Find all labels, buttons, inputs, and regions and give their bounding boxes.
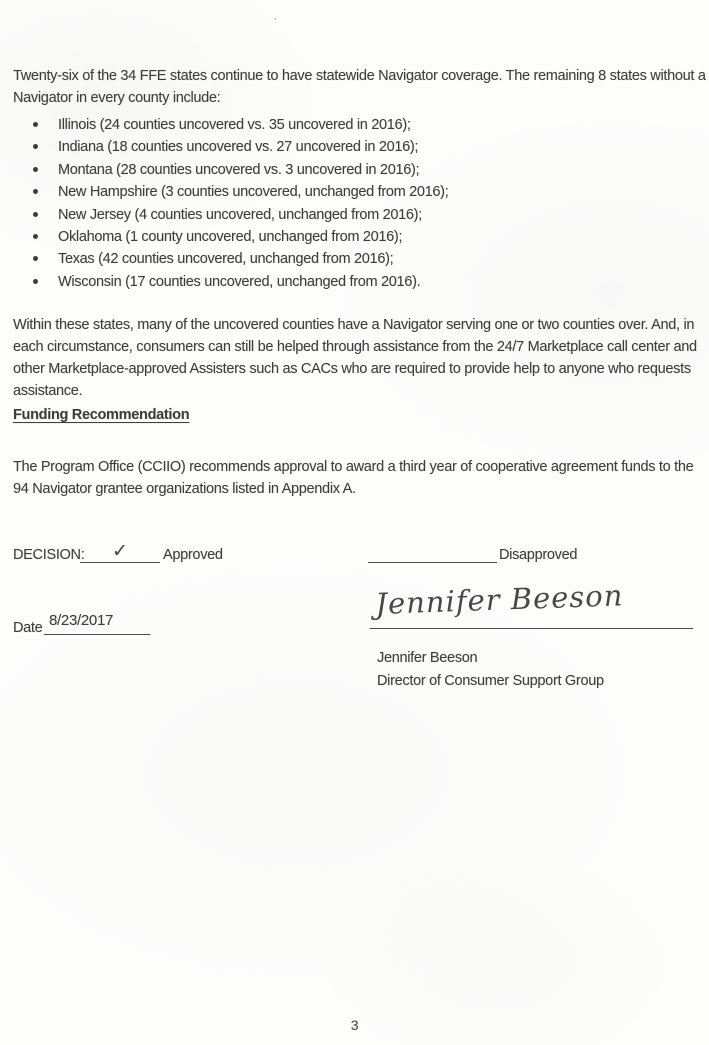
page-number: 3 bbox=[350, 1017, 359, 1033]
bullet-icon bbox=[33, 234, 38, 239]
bullet-icon bbox=[33, 122, 38, 127]
disapproved-label: Disapproved bbox=[499, 547, 578, 563]
bullet-icon bbox=[33, 189, 38, 194]
signee-name: Jennifer Beeson bbox=[377, 650, 478, 666]
list-item-text: Indiana (18 counties uncovered vs. 27 uncovered in 2016); bbox=[58, 139, 419, 156]
bullet-icon bbox=[33, 279, 38, 284]
followup-paragraph: Within these states, many of the uncovered counties have a Navigator serving one or two counties over. And, in each circumstance, consumers can still be helped through assistance from the 24/7 Marketplace call center and other Marketplace-approved Assisters such as CACs who are required to provide help to anyone who requests assistance. bbox=[13, 316, 697, 400]
approved-label: Approved bbox=[163, 547, 223, 563]
scan-speck-mark: ’ bbox=[272, 16, 277, 28]
state-coverage-list bbox=[0, 114, 700, 293]
list-item bbox=[0, 226, 700, 248]
list-item-text: Oklahoma (1 county uncovered, unchanged from 2016); bbox=[58, 229, 403, 246]
signee-title: Director of Consumer Support Group bbox=[377, 673, 604, 689]
list-item-text: New Jersey (4 counties uncovered, unchanged from 2016); bbox=[58, 206, 422, 223]
date-row bbox=[13, 608, 363, 642]
bullet-icon bbox=[33, 144, 38, 149]
bullet-icon bbox=[33, 167, 38, 172]
bullet-icon bbox=[33, 256, 38, 261]
decision-row bbox=[13, 538, 703, 578]
date-blank-line bbox=[44, 610, 150, 635]
list-item-text: Illinois (24 counties uncovered vs. 35 uncovered in 2016); bbox=[58, 117, 411, 133]
list-item bbox=[0, 271, 700, 293]
bullet-icon bbox=[33, 212, 38, 217]
list-item-text: Montana (28 counties uncovered vs. 3 uncovered in 2016); bbox=[58, 161, 420, 178]
checkmark-icon: ✓ bbox=[112, 541, 128, 562]
list-item bbox=[0, 114, 700, 136]
disapproved-blank-line bbox=[368, 540, 497, 563]
list-item bbox=[0, 204, 700, 226]
list-item-text: Texas (42 counties uncovered, unchanged from 2016); bbox=[58, 251, 394, 268]
list-item-text: New Hampshire (3 counties uncovered, unchanged from 2016); bbox=[58, 184, 449, 201]
list-item bbox=[0, 181, 700, 203]
date-label: Date bbox=[13, 620, 43, 636]
funding-recommendation-heading: Funding Recommendation bbox=[13, 407, 190, 423]
list-item-text: Wisconsin (17 counties uncovered, unchanged from 2016). bbox=[58, 273, 421, 290]
approved-blank-line bbox=[80, 540, 160, 563]
intro-paragraph: Twenty-six of the 34 FFE states continue to have statewide Navigator coverage. The remaining 8 states without a Navigator in every county include: bbox=[13, 67, 706, 106]
decision-label: DECISION: bbox=[13, 547, 85, 563]
list-item bbox=[0, 248, 700, 270]
funding-paragraph: The Program Office (CCIIO) recommends approval to award a third year of cooperative agreement funds to the 94 Navigator grantee organizations listed in Appendix A. bbox=[13, 458, 694, 497]
list-item bbox=[0, 159, 700, 181]
list-item bbox=[0, 136, 700, 158]
date-value: 8/23/2017 bbox=[49, 612, 114, 629]
handwritten-signature: Jennifer Beeson bbox=[374, 578, 624, 622]
